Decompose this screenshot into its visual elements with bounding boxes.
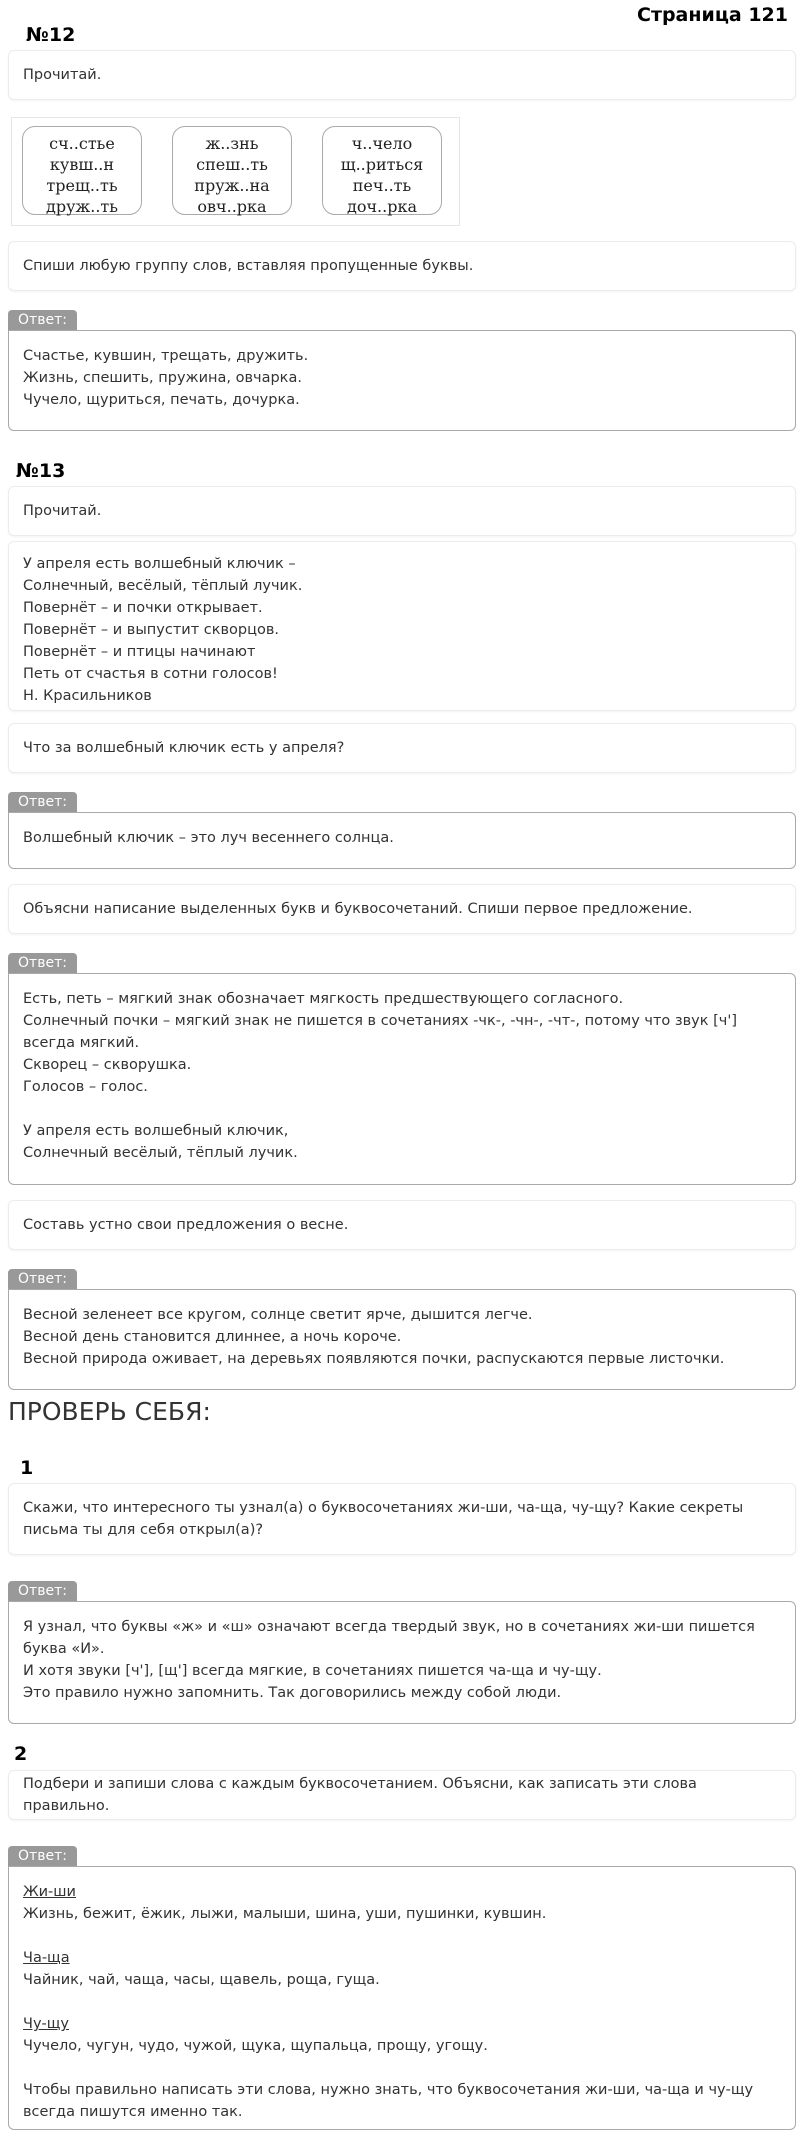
spacer (23, 1925, 781, 1947)
poem-line: У апреля есть волшебный ключик – (23, 556, 296, 572)
answer-line: Солнечный почки – мягкий знак не пишется в сочетаниях -чк-, -чн-, -чт-, потому что звук [ч'] всегда мягкий. (23, 1013, 737, 1051)
word-group-3 (322, 126, 442, 215)
ex13-instruction (8, 486, 796, 536)
ex13-answer-1 (8, 812, 796, 869)
task-2-answer (8, 1866, 796, 2130)
answer-line: У апреля есть волшебный ключик, (23, 1123, 289, 1139)
ex13-question-2 (8, 884, 796, 934)
word: ж..знь (205, 134, 259, 153)
ex12-instruction (8, 50, 796, 100)
word: кувш..н (49, 155, 115, 174)
ex12-instruction-text: Прочитай. (23, 67, 102, 83)
question-text: Составь устно свои предложения о весне. (23, 1217, 349, 1233)
question-text: Что за волшебный ключик есть у апреля? (23, 740, 345, 756)
answer-label: Ответ: (8, 953, 77, 973)
answer-label: Ответ: (8, 1581, 77, 1601)
ex13-answer-2 (8, 973, 796, 1185)
answer-line: Счастье, кувшин, трещать, дружить. (23, 348, 309, 364)
answer-line: Я узнал, что буквы «ж» и «ш» означают всегда твердый звук, но в сочетаниях жи-ши пишется буква «И». (23, 1619, 755, 1657)
poem-line: Повернёт – и птицы начинают (23, 644, 256, 660)
zhi-shi-words: Жизнь, бежит, ёжик, лыжи, малыши, шина, уши, пушинки, кувшин. (23, 1906, 547, 1922)
ex13-question-3 (8, 1200, 796, 1250)
answer-line: Голосов – голос. (23, 1079, 148, 1095)
task-1-answer (8, 1601, 796, 1724)
poem-line: Петь от счастья в сотни голосов! (23, 666, 278, 682)
word-groups-image (11, 117, 460, 226)
poem-line: Повернёт – и выпустит скворцов. (23, 622, 279, 638)
poem-author: Н. Красильников (23, 688, 152, 704)
word-group-1 (22, 126, 142, 215)
answer-line: Весной день становится длиннее, а ночь короче. (23, 1329, 402, 1345)
section-heading: ПРОВЕРЬ СЕБЯ: (8, 1397, 211, 1426)
word: спеш..ть (196, 155, 268, 174)
word: пруж..на (194, 176, 270, 195)
spacer (23, 1098, 781, 1120)
task-1-number: 1 (20, 1457, 34, 1479)
cha-shcha-words: Чайник, чай, чаща, часы, щавель, роща, гуща. (23, 1972, 380, 1988)
ex12-task-text: Спиши любую группу слов, вставляя пропущенные буквы. (23, 258, 474, 274)
zhi-shi-label: Жи-ши (23, 1884, 76, 1900)
word-group-2 (172, 126, 292, 215)
chu-shchu-words: Чучело, чугун, чудо, чужой, щука, щупальца, прощу, угощу. (23, 2038, 488, 2054)
conclusion-text: Чтобы правильно написать эти слова, нужно знать, что буквосочетания жи-ши, ча-ща и чу-щу всегда пишутся именно так. (23, 2082, 754, 2120)
answer-line: Чучело, щуриться, печать, дочурка. (23, 392, 300, 408)
question-text: Подбери и запиши слова с каждым буквосочетанием. Объясни, как записать эти слова правильно. (23, 1776, 697, 1814)
ex13-poem (8, 541, 796, 711)
answer-line: Волшебный ключик – это луч весеннего солнца. (23, 830, 394, 846)
answer-line: И хотя звуки [ч'], [щ'] всегда мягкие, в сочетаниях пишется ча-ща и чу-щу. (23, 1663, 602, 1679)
ex13-answer-3 (8, 1289, 796, 1390)
ex12-task (8, 241, 796, 291)
ex13-instruction-text: Прочитай. (23, 503, 102, 519)
answer-line: Весной зеленеет все кругом, солнце светит ярче, дышится легче. (23, 1307, 533, 1323)
word: щ..риться (340, 155, 424, 174)
word: сч..стье (49, 134, 115, 153)
word: овч..рка (197, 197, 267, 216)
poem-line: Солнечный, весёлый, тёплый лучик. (23, 578, 303, 594)
cha-shcha-label: Ча-ща (23, 1950, 70, 1966)
answer-label: Ответ: (8, 1269, 77, 1289)
word: доч..рка (346, 197, 417, 216)
word: ч..чело (351, 134, 413, 153)
answer-line: Скворец – скворушка. (23, 1057, 192, 1073)
answer-label: Ответ: (8, 310, 77, 330)
answer-label: Ответ: (8, 792, 77, 812)
answer-line: Жизнь, спешить, пружина, овчарка. (23, 370, 302, 386)
answer-line: Есть, петь – мягкий знак обозначает мягкость предшествующего согласного. (23, 991, 624, 1007)
word: трещ..ть (46, 176, 118, 195)
page-number: Страница 121 (637, 4, 788, 26)
exercise-13-number: №13 (16, 460, 66, 482)
word: печ..ть (352, 176, 412, 195)
task-2-number: 2 (14, 1743, 28, 1765)
task-2-question (8, 1770, 796, 1820)
chu-shchu-label: Чу-щу (23, 2016, 69, 2032)
question-text: Скажи, что интересного ты узнал(а) о буквосочетаниях жи-ши, ча-ща, чу-щу? Какие секреты письма ты для себя открыл(а)? (23, 1500, 744, 1538)
question-text: Объясни написание выделенных букв и буквосочетаний. Спиши первое предложение. (23, 901, 693, 917)
answer-line: Весной природа оживает, на деревьях появляются почки, распускаются первые листочки. (23, 1351, 725, 1367)
answer-line: Это правило нужно запомнить. Так договорились между собой люди. (23, 1685, 562, 1701)
poem-line: Повернёт – и почки открывает. (23, 600, 263, 616)
task-1-question (8, 1483, 796, 1555)
word: друж..ть (46, 197, 118, 216)
spacer (23, 1991, 781, 2013)
ex13-question-1 (8, 723, 796, 773)
answer-line: Солнечный весёлый, тёплый лучик. (23, 1145, 298, 1161)
exercise-12-number: №12 (26, 24, 76, 46)
spacer (23, 2057, 781, 2079)
answer-label: Ответ: (8, 1846, 77, 1866)
ex12-answer (8, 330, 796, 431)
